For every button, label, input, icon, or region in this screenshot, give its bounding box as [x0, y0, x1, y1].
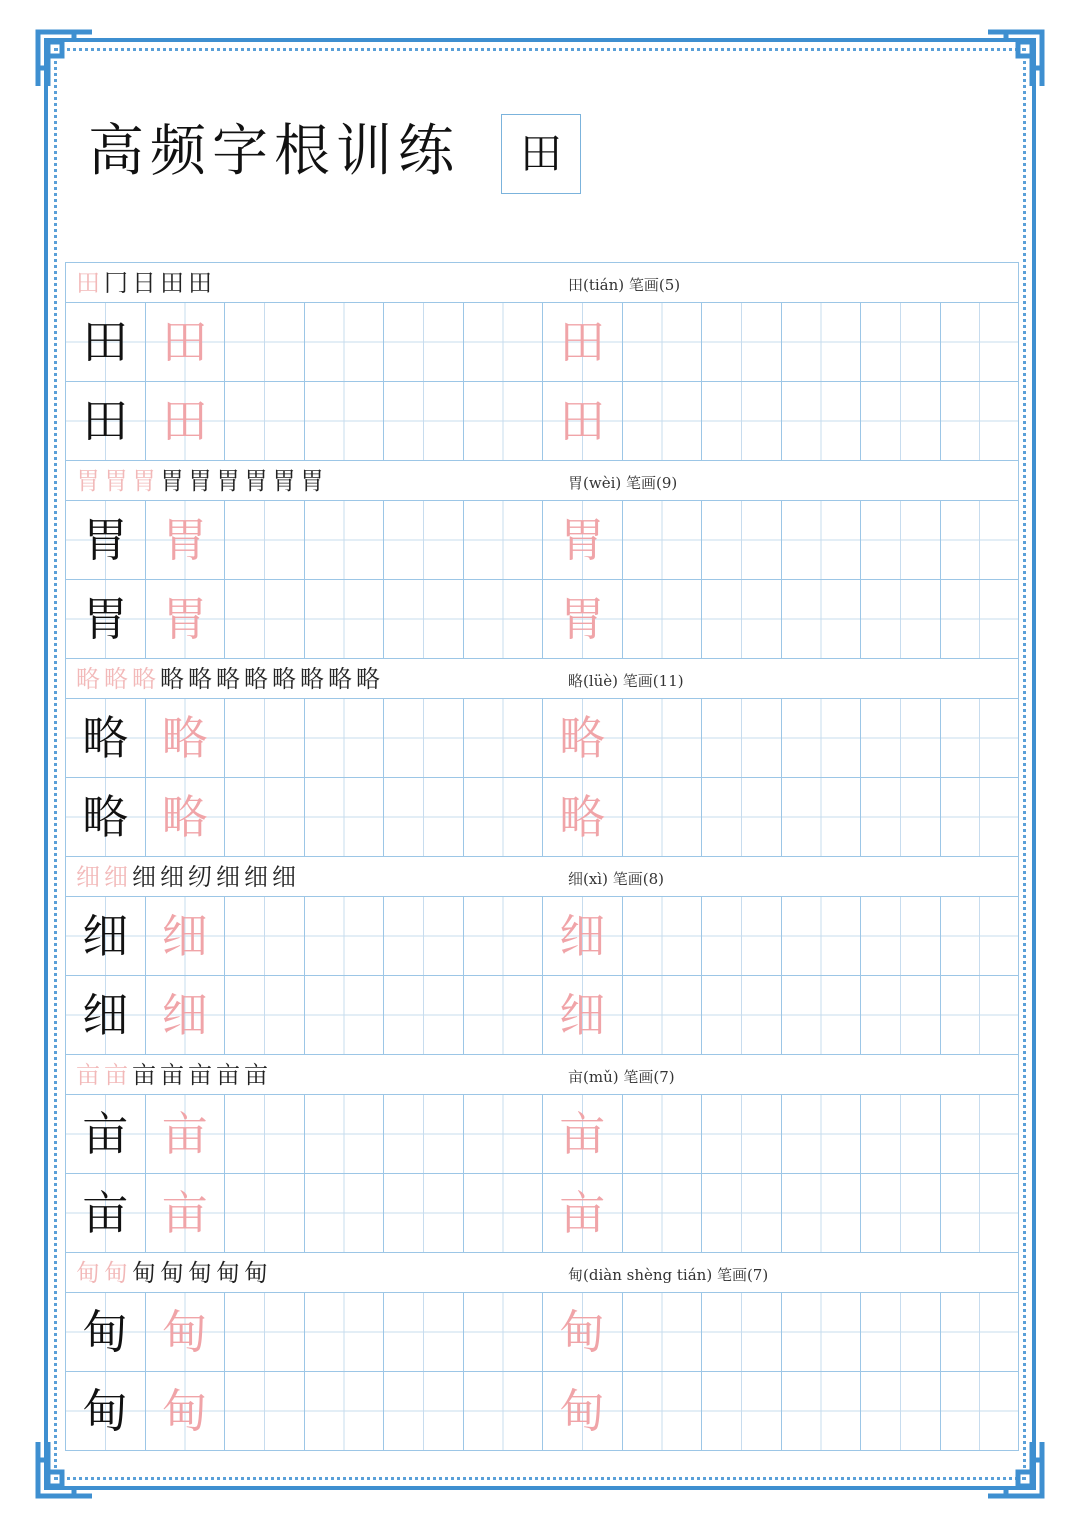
practice-cell[interactable] [383, 1094, 463, 1173]
stroke-step: 略 [244, 665, 272, 693]
stroke-step: 亩 [160, 1061, 188, 1089]
model-character: 甸 [82, 1384, 129, 1438]
practice-cell[interactable] [463, 896, 543, 975]
practice-cell[interactable] [940, 1292, 1020, 1371]
practice-cell[interactable] [463, 1094, 543, 1173]
character-info: 田(tián) 笔画(5) [568, 276, 681, 294]
practice-cell[interactable] [224, 698, 304, 777]
practice-cell[interactable] [224, 896, 304, 975]
practice-cell[interactable] [940, 302, 1020, 381]
practice-cell[interactable] [463, 975, 543, 1054]
trace-character: 甸 [161, 1305, 208, 1359]
practice-cell[interactable] [701, 500, 781, 579]
practice-cell[interactable] [701, 579, 781, 658]
character-info: 胃(wèi) 笔画(9) [568, 474, 678, 492]
stroke-step: 略 [272, 665, 300, 693]
practice-cell[interactable] [542, 381, 622, 460]
section-header [65, 1252, 1019, 1292]
practice-cell[interactable] [542, 896, 622, 975]
practice-cell[interactable] [65, 500, 145, 579]
stroke-step: 甸 [244, 1259, 272, 1287]
practice-cell[interactable] [224, 1094, 304, 1173]
practice-cell[interactable] [860, 579, 940, 658]
practice-cell[interactable] [701, 302, 781, 381]
stroke-step: 胃 [132, 467, 160, 495]
stroke-step: 冂 [104, 269, 132, 297]
stroke-step: 胃 [216, 467, 244, 495]
practice-cell[interactable] [940, 579, 1020, 658]
stroke-step: 亩 [76, 1061, 104, 1089]
model-character: 细 [82, 909, 129, 963]
trace-character: 田 [559, 394, 606, 448]
trace-character: 亩 [559, 1107, 606, 1161]
practice-cell[interactable] [224, 975, 304, 1054]
practice-cell[interactable] [304, 381, 384, 460]
trace-character: 略 [161, 790, 208, 844]
trace-character: 亩 [161, 1107, 208, 1161]
section-header [65, 856, 1019, 896]
character-section [65, 658, 1019, 856]
stroke-step: 略 [188, 665, 216, 693]
practice-cell[interactable] [383, 381, 463, 460]
practice-cell[interactable] [304, 1094, 384, 1173]
practice-cell[interactable] [65, 777, 145, 856]
model-character: 亩 [82, 1186, 129, 1240]
model-character: 略 [82, 790, 129, 844]
stroke-order-sequence [76, 659, 384, 699]
stroke-step: 胃 [76, 467, 104, 495]
practice-cell[interactable] [383, 1292, 463, 1371]
practice-cell[interactable] [781, 1094, 861, 1173]
practice-cell[interactable] [383, 896, 463, 975]
practice-row [65, 698, 1019, 777]
trace-character: 胃 [161, 592, 208, 646]
practice-row [65, 1094, 1019, 1173]
practice-cell[interactable] [145, 896, 225, 975]
practice-row [65, 1173, 1019, 1252]
stroke-order-sequence [76, 1253, 272, 1293]
practice-cell[interactable] [65, 1173, 145, 1252]
stroke-step: 亩 [244, 1061, 272, 1089]
practice-cell[interactable] [622, 975, 702, 1054]
stroke-step: 甸 [132, 1259, 160, 1287]
stroke-step: 细 [132, 863, 160, 891]
trace-character: 亩 [161, 1186, 208, 1240]
practice-cell[interactable] [781, 1173, 861, 1252]
practice-cell[interactable] [542, 975, 622, 1054]
trace-character: 甸 [559, 1305, 606, 1359]
practice-cell[interactable] [622, 698, 702, 777]
practice-cell[interactable] [622, 1173, 702, 1252]
practice-cell[interactable] [224, 1292, 304, 1371]
practice-cell[interactable] [542, 500, 622, 579]
practice-cell[interactable] [940, 1094, 1020, 1173]
section-header [65, 658, 1019, 698]
stroke-step: 胃 [244, 467, 272, 495]
practice-cell[interactable] [622, 896, 702, 975]
trace-character: 田 [161, 394, 208, 448]
practice-cell[interactable] [781, 500, 861, 579]
practice-cell[interactable] [224, 302, 304, 381]
practice-cell[interactable] [65, 698, 145, 777]
stroke-step: 胃 [104, 467, 132, 495]
practice-cell[interactable] [65, 1292, 145, 1371]
stroke-step: 亩 [188, 1061, 216, 1089]
character-info: 甸(diàn shèng tián) 笔画(7) [568, 1266, 769, 1284]
practice-cell[interactable] [463, 579, 543, 658]
stroke-step: 亩 [132, 1061, 160, 1089]
character-section [65, 1252, 1019, 1450]
practice-cell[interactable] [860, 302, 940, 381]
practice-cell[interactable] [701, 1371, 781, 1450]
practice-cell[interactable] [940, 381, 1020, 460]
practice-cell[interactable] [860, 975, 940, 1054]
stroke-order-sequence [76, 857, 300, 897]
trace-character: 略 [161, 711, 208, 765]
practice-cell[interactable] [304, 302, 384, 381]
corner-ornament-top-right [984, 28, 1046, 90]
practice-cell[interactable] [781, 698, 861, 777]
practice-row [65, 381, 1019, 460]
character-info: 细(xì) 笔画(8) [568, 870, 664, 888]
practice-cell[interactable] [542, 1173, 622, 1252]
practice-cell[interactable] [304, 1371, 384, 1450]
practice-cell[interactable] [145, 1292, 225, 1371]
model-character: 细 [82, 988, 129, 1042]
practice-grid [65, 262, 1019, 1451]
stroke-step: 胃 [188, 467, 216, 495]
practice-cell[interactable] [781, 1371, 861, 1450]
practice-cell[interactable] [860, 1173, 940, 1252]
practice-cell[interactable] [224, 500, 304, 579]
practice-cell[interactable] [145, 381, 225, 460]
practice-cell[interactable] [145, 698, 225, 777]
practice-cell[interactable] [542, 777, 622, 856]
trace-character: 略 [559, 790, 606, 844]
trace-character: 田 [559, 315, 606, 369]
section-header [65, 262, 1019, 302]
character-section [65, 1054, 1019, 1252]
practice-cell[interactable] [65, 896, 145, 975]
practice-cell[interactable] [145, 777, 225, 856]
trace-character: 甸 [559, 1384, 606, 1438]
stroke-step: 田 [160, 269, 188, 297]
practice-row [65, 1292, 1019, 1371]
model-character: 胃 [82, 592, 129, 646]
practice-cell[interactable] [701, 896, 781, 975]
practice-cell[interactable] [383, 579, 463, 658]
stroke-order-sequence [76, 263, 216, 303]
practice-cell[interactable] [940, 896, 1020, 975]
stroke-step: 甸 [188, 1259, 216, 1287]
practice-cell[interactable] [781, 777, 861, 856]
stroke-step: 甸 [216, 1259, 244, 1287]
practice-cell[interactable] [860, 896, 940, 975]
practice-cell[interactable] [145, 302, 225, 381]
practice-cell[interactable] [65, 975, 145, 1054]
practice-row [65, 500, 1019, 579]
character-info: 略(lüè) 笔画(11) [568, 672, 684, 690]
stroke-step: 纫 [188, 863, 216, 891]
practice-cell[interactable] [542, 1292, 622, 1371]
practice-cell[interactable] [622, 579, 702, 658]
practice-cell[interactable] [463, 777, 543, 856]
practice-cell[interactable] [940, 1371, 1020, 1450]
practice-cell[interactable] [65, 1094, 145, 1173]
practice-cell[interactable] [383, 1173, 463, 1252]
practice-cell[interactable] [940, 975, 1020, 1054]
practice-cell[interactable] [304, 500, 384, 579]
practice-cell[interactable] [860, 1094, 940, 1173]
stroke-step: 亩 [216, 1061, 244, 1089]
practice-cell[interactable] [940, 500, 1020, 579]
page-title: 高频字根训练 [88, 119, 460, 184]
stroke-step: 略 [76, 665, 104, 693]
practice-row [65, 777, 1019, 856]
stroke-step: 亩 [104, 1061, 132, 1089]
practice-cell[interactable] [622, 1371, 702, 1450]
practice-cell[interactable] [622, 777, 702, 856]
stroke-step: 细 [160, 863, 188, 891]
practice-cell[interactable] [145, 500, 225, 579]
stroke-step: 略 [132, 665, 160, 693]
stroke-step: 细 [272, 863, 300, 891]
practice-cell[interactable] [463, 1371, 543, 1450]
stroke-step: 甸 [76, 1259, 104, 1287]
practice-cell[interactable] [781, 1292, 861, 1371]
practice-cell[interactable] [622, 1094, 702, 1173]
practice-cell[interactable] [860, 1371, 940, 1450]
practice-cell[interactable] [542, 579, 622, 658]
stroke-step: 细 [104, 863, 132, 891]
trace-character: 胃 [559, 592, 606, 646]
practice-cell[interactable] [542, 1371, 622, 1450]
practice-cell[interactable] [940, 698, 1020, 777]
practice-row [65, 896, 1019, 975]
model-character: 胃 [82, 513, 129, 567]
practice-cell[interactable] [701, 975, 781, 1054]
section-header [65, 460, 1019, 500]
trace-character: 甸 [161, 1384, 208, 1438]
practice-cell[interactable] [622, 381, 702, 460]
trace-character: 胃 [559, 513, 606, 567]
practice-row [65, 579, 1019, 658]
practice-cell[interactable] [224, 777, 304, 856]
stroke-step: 日 [132, 269, 160, 297]
practice-cell[interactable] [622, 500, 702, 579]
practice-cell[interactable] [304, 896, 384, 975]
practice-cell[interactable] [145, 579, 225, 658]
practice-cell[interactable] [860, 500, 940, 579]
stroke-order-sequence [76, 1055, 272, 1095]
character-section [65, 460, 1019, 658]
practice-cell[interactable] [463, 698, 543, 777]
stroke-step: 略 [104, 665, 132, 693]
stroke-step: 田 [76, 269, 104, 297]
corner-ornament-top-left [34, 28, 96, 90]
practice-cell[interactable] [463, 381, 543, 460]
model-character: 略 [82, 711, 129, 765]
practice-cell[interactable] [304, 777, 384, 856]
model-character: 亩 [82, 1107, 129, 1161]
stroke-step: 田 [188, 269, 216, 297]
practice-cell[interactable] [304, 1292, 384, 1371]
stroke-step: 胃 [300, 467, 328, 495]
practice-cell[interactable] [781, 381, 861, 460]
trace-character: 胃 [161, 513, 208, 567]
practice-cell[interactable] [383, 698, 463, 777]
practice-cell[interactable] [542, 698, 622, 777]
stroke-step: 略 [216, 665, 244, 693]
trace-character: 亩 [559, 1186, 606, 1240]
practice-cell[interactable] [463, 500, 543, 579]
practice-cell[interactable] [145, 1173, 225, 1252]
practice-cell[interactable] [781, 579, 861, 658]
practice-cell[interactable] [940, 1173, 1020, 1252]
practice-cell[interactable] [383, 1371, 463, 1450]
practice-cell[interactable] [860, 777, 940, 856]
practice-cell[interactable] [781, 896, 861, 975]
practice-cell[interactable] [781, 975, 861, 1054]
practice-cell[interactable] [65, 1371, 145, 1450]
stroke-step: 甸 [160, 1259, 188, 1287]
practice-cell[interactable] [304, 698, 384, 777]
stroke-step: 胃 [272, 467, 300, 495]
practice-cell[interactable] [224, 381, 304, 460]
practice-cell[interactable] [463, 1173, 543, 1252]
stroke-step: 细 [244, 863, 272, 891]
practice-cell[interactable] [463, 1292, 543, 1371]
practice-cell[interactable] [701, 698, 781, 777]
practice-cell[interactable] [224, 1173, 304, 1252]
practice-cell[interactable] [781, 302, 861, 381]
practice-cell[interactable] [622, 1292, 702, 1371]
stroke-step: 细 [76, 863, 104, 891]
stroke-step: 胃 [160, 467, 188, 495]
stroke-order-sequence [76, 461, 328, 501]
practice-cell[interactable] [65, 381, 145, 460]
section-header [65, 1054, 1019, 1094]
stroke-step: 细 [216, 863, 244, 891]
practice-row [65, 975, 1019, 1054]
practice-cell[interactable] [304, 579, 384, 658]
trace-character: 田 [161, 315, 208, 369]
practice-cell[interactable] [383, 302, 463, 381]
practice-cell[interactable] [145, 975, 225, 1054]
trace-character: 细 [161, 988, 208, 1042]
practice-row [65, 302, 1019, 381]
practice-cell[interactable] [542, 302, 622, 381]
model-character: 田 [82, 394, 129, 448]
stroke-step: 略 [160, 665, 188, 693]
practice-cell[interactable] [65, 302, 145, 381]
stroke-step: 略 [328, 665, 356, 693]
practice-cell[interactable] [383, 500, 463, 579]
practice-cell[interactable] [383, 975, 463, 1054]
practice-cell[interactable] [860, 698, 940, 777]
practice-cell[interactable] [145, 1371, 225, 1450]
stroke-step: 略 [356, 665, 384, 693]
practice-cell[interactable] [224, 1371, 304, 1450]
character-info: 亩(mǔ) 笔画(7) [568, 1068, 675, 1086]
practice-row [65, 1371, 1019, 1450]
model-character: 甸 [82, 1305, 129, 1359]
practice-cell[interactable] [701, 1173, 781, 1252]
character-section [65, 262, 1019, 460]
practice-cell[interactable] [145, 1094, 225, 1173]
practice-cell[interactable] [701, 777, 781, 856]
practice-cell[interactable] [463, 302, 543, 381]
practice-cell[interactable] [383, 777, 463, 856]
trace-character: 细 [559, 909, 606, 963]
grid-bottom-border [65, 1450, 1019, 1451]
practice-cell[interactable] [304, 1173, 384, 1252]
practice-cell[interactable] [860, 1292, 940, 1371]
practice-cell[interactable] [65, 579, 145, 658]
stroke-step: 略 [300, 665, 328, 693]
practice-cell[interactable] [701, 1094, 781, 1173]
practice-cell[interactable] [701, 1292, 781, 1371]
stroke-step: 甸 [104, 1259, 132, 1287]
practice-cell[interactable] [701, 381, 781, 460]
practice-cell[interactable] [622, 302, 702, 381]
practice-cell[interactable] [542, 1094, 622, 1173]
radical-box: 田 [501, 114, 581, 194]
practice-cell[interactable] [940, 777, 1020, 856]
model-character: 田 [82, 315, 129, 369]
practice-cell[interactable] [224, 579, 304, 658]
trace-character: 细 [161, 909, 208, 963]
practice-cell[interactable] [304, 975, 384, 1054]
character-section [65, 856, 1019, 1054]
trace-character: 略 [559, 711, 606, 765]
trace-character: 细 [559, 988, 606, 1042]
practice-cell[interactable] [860, 381, 940, 460]
